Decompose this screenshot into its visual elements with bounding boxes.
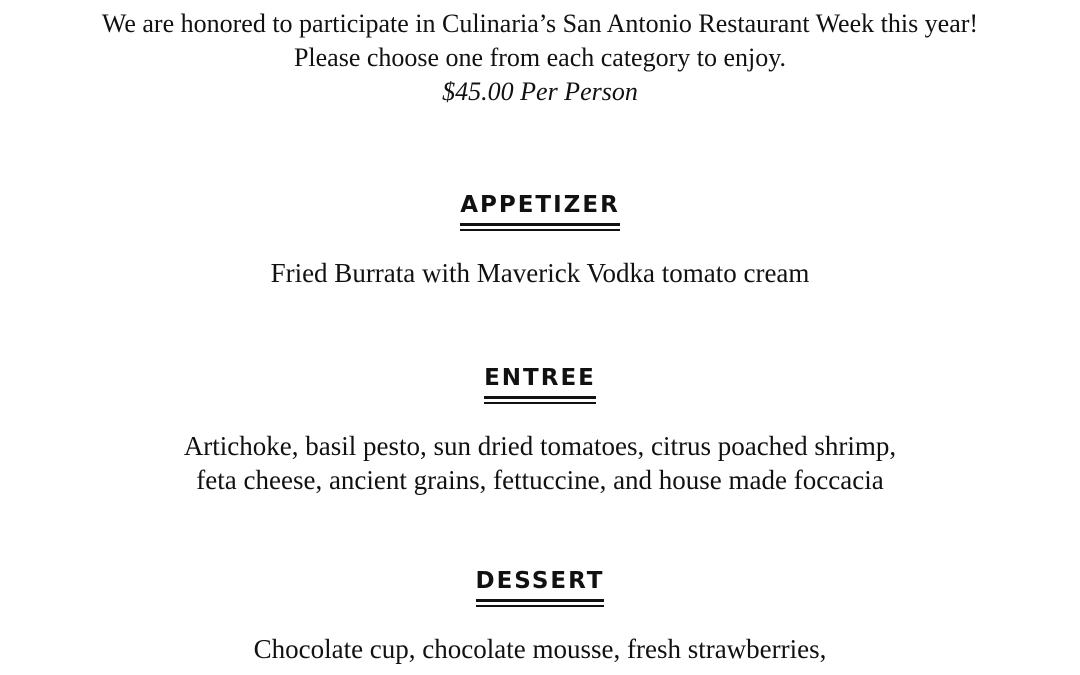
price-per-person: $45.00 Per Person — [442, 77, 638, 106]
dessert-item-line: Chocolate cup, chocolate mousse, fresh strawberries, — [253, 634, 827, 664]
appetizer-heading: APPETIZER — [460, 191, 620, 226]
intro-text: We are honored to participate in Culinaria’s San Antonio Restaurant Week this year! — [101, 9, 979, 38]
dessert-items — [0, 632, 1080, 666]
entree-item-line: feta cheese, ancient grains, fettuccine, and house made foccacia — [196, 465, 884, 495]
menu-intro — [0, 7, 1080, 109]
appetizer-items — [0, 256, 1080, 290]
entree-heading: ENTREE — [484, 364, 596, 399]
dessert-heading: DESSERT — [476, 567, 605, 602]
appetizer-section — [0, 191, 1080, 290]
entree-item-line: Artichoke, basil pesto, sun dried tomatoes, citrus poached shrimp, — [183, 431, 897, 461]
entree-section — [0, 364, 1080, 497]
intro-instructions: Please choose one from each category to enjoy. — [293, 43, 787, 72]
appetizer-item: Fried Burrata with Maverick Vodka tomato cream — [270, 258, 810, 288]
entree-items — [0, 429, 1080, 497]
dessert-section — [0, 567, 1080, 666]
